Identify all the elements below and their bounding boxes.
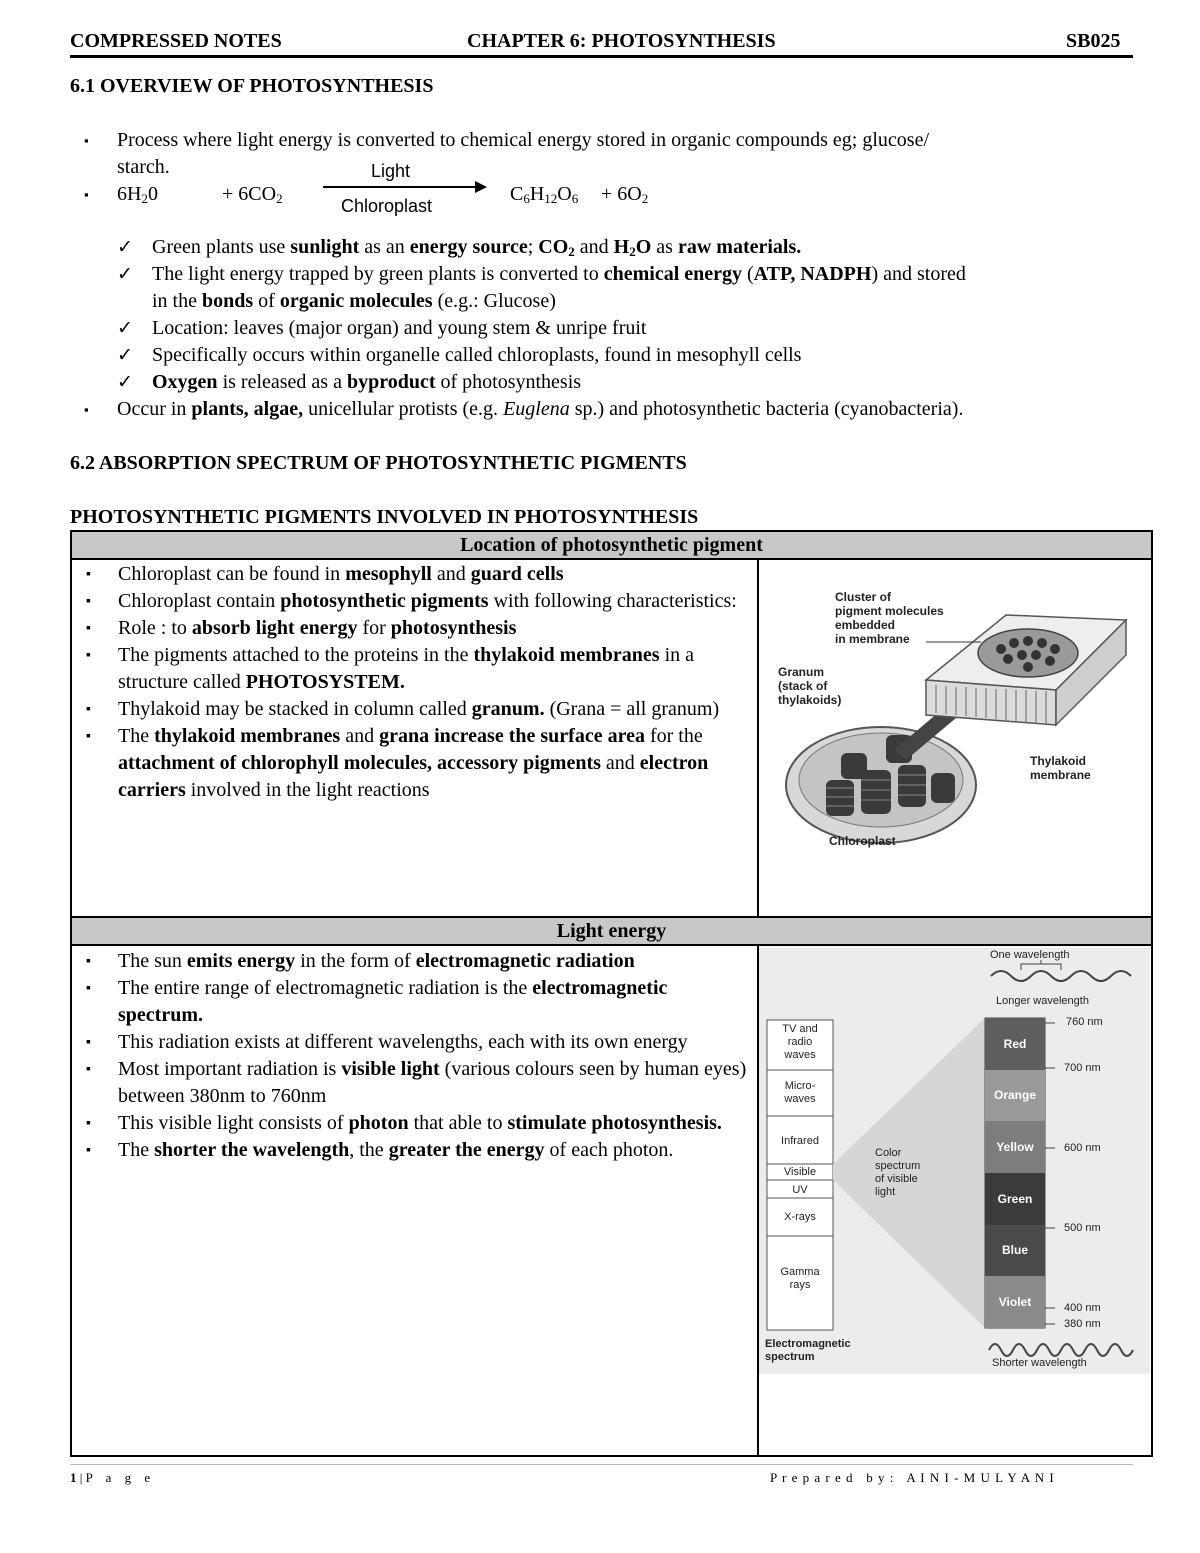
em-band-xrays: X-rays [784, 1211, 816, 1223]
nm-label-760: 760 nm [1066, 1016, 1103, 1028]
bullet-icon: ▪ [84, 187, 89, 202]
footer-page: 1 | P a g e [70, 1470, 156, 1485]
header-left: COMPRESSED NOTES [70, 30, 282, 52]
footer-rule [70, 1464, 1133, 1465]
em-band-infrared: Infrared [781, 1135, 819, 1147]
bullet-icon: ▪ [84, 133, 89, 148]
light-bullet-6: ▪ The shorter the wavelength, the greater the energy of each photon. [72, 1137, 756, 1164]
light-bullet-2: ▪ The entire range of electromagnetic radiation is the electromagnetic spectrum. [72, 975, 756, 1029]
color-band-red: Red [985, 1018, 1045, 1070]
figure-label-granum: Granum (stack of thylakoids) [778, 665, 842, 707]
light-energy-cell [72, 948, 756, 1164]
check-item-3: Location: leaves (major organ) and young stem & unripe fruit [152, 317, 647, 339]
section-2-subtitle: PHOTOSYNTHETIC PIGMENTS INVOLVED IN PHOTOSYNTHESIS [70, 506, 699, 528]
label-one-wavelength: One wavelength [990, 949, 1070, 961]
nm-label-500: 500 nm [1064, 1222, 1101, 1234]
color-band-green: Green [985, 1173, 1045, 1225]
location-bullet-3: ▪ Role : to absorb light energy for photosynthesis [72, 615, 756, 642]
nm-label-600: 600 nm [1064, 1142, 1101, 1154]
color-band-orange: Orange [985, 1070, 1045, 1122]
section-1-title: 6.1 OVERVIEW OF PHOTOSYNTHESIS [70, 75, 434, 97]
label-color-spectrum: Color spectrum of visible light [875, 1147, 921, 1198]
location-bullet-5: ▪ Thylakoid may be stacked in column called granum. (Grana = all granum) [72, 696, 756, 723]
em-band-tv-radio: TV and radio waves [782, 1023, 818, 1061]
equation-reactant-water: $6H_20$ [117, 183, 158, 206]
color-band-blue: Blue [985, 1225, 1045, 1277]
check-item-4: Specifically occurs within organelle called chloroplasts, found in mesophyll cells [152, 344, 802, 366]
overview-bullet-1-line-2: starch. [117, 156, 170, 178]
label-shorter-wavelength: Shorter wavelength [992, 1357, 1087, 1369]
check-icon: ✓ [117, 264, 133, 285]
em-band-gamma: Gamma rays [780, 1266, 820, 1291]
check-icon: ✓ [117, 372, 133, 393]
light-bullet-3: ▪ This radiation exists at different wavelengths, each with its own energy [72, 1029, 756, 1056]
check-item-2-line-2: in the bonds of organic molecules (e.g.: Glucose) [152, 290, 556, 312]
table-column-divider [757, 560, 759, 916]
check-item-5: Oxygen is released as a byproduct of photosynthesis [152, 371, 582, 393]
footer-prepared-by: P r e p a r e d b y : A I N I - M U L Y A N I [770, 1470, 1055, 1485]
location-bullet-2: ▪ Chloroplast contain photosynthetic pigments with following characteristics: [72, 588, 756, 615]
location-bullet-4: ▪ The pigments attached to the proteins in the thylakoid membranes in a structure called PHOTOSYSTEM. [72, 642, 756, 696]
figure-label-chloroplast: Chloroplast [829, 834, 896, 848]
header-center: CHAPTER 6: PHOTOSYNTHESIS [467, 30, 776, 52]
color-band-yellow: Yellow [985, 1121, 1045, 1173]
em-band-uv: UV [792, 1184, 808, 1196]
check-item-2-line-1: The light energy trapped by green plants is converted to chemical energy (ATP, NADPH) and stored [152, 263, 966, 285]
location-bullet-6: ▪ The thylakoid membranes and grana increase the surface area for the attachment of chlorophyll molecules, accessory pigments and electron carriers involved in the light reactions [72, 723, 756, 804]
light-bullet-5: ▪ This visible light consists of photon that able to stimulate photosynthesis. [72, 1110, 756, 1137]
label-em-spectrum: Electromagnetic spectrum [765, 1338, 851, 1363]
color-band-violet: Violet [985, 1276, 1045, 1328]
header-rule [70, 55, 1133, 58]
em-band-microwaves: Micro- waves [784, 1080, 816, 1105]
table-header-location: Location of photosynthetic pigment [72, 532, 1151, 560]
overview-bullet-3: Occur in plants, algae, unicellular protists (e.g. Euglena sp.) and photosynthetic bacteria (cyanobacteria). [117, 398, 964, 420]
equation-arrow-icon [323, 180, 488, 194]
figure-label-cluster: Cluster of pigment molecules embedded in membrane [835, 590, 944, 646]
nm-label-400: 400 nm [1064, 1302, 1101, 1314]
bullet-icon: ▪ [84, 402, 89, 417]
section-2-title: 6.2 ABSORPTION SPECTRUM OF PHOTOSYNTHETIC PIGMENTS [70, 452, 687, 474]
table-header-light-energy: Light energy [72, 918, 1151, 946]
nm-label-700: 700 nm [1064, 1062, 1101, 1074]
header-right: SB025 [1066, 30, 1121, 52]
check-icon: ✓ [117, 318, 133, 339]
equation-product-oxygen: + $6O_2$ [601, 183, 649, 206]
label-longer-wavelength: Longer wavelength [996, 995, 1089, 1007]
equation-reactant-co2: + $6CO_2$ [222, 183, 283, 206]
check-icon: ✓ [117, 237, 133, 258]
light-bullet-4: ▪ Most important radiation is visible light (various colours seen by human eyes) between 380nm to 760nm [72, 1056, 756, 1110]
equation-arrow-condition-light: Light [371, 161, 411, 181]
nm-label-380: 380 nm [1064, 1318, 1101, 1330]
equation-arrow-condition-chloroplast: Chloroplast [341, 196, 433, 216]
location-bullet-1: ▪ Chloroplast can be found in mesophyll and guard cells [72, 561, 756, 588]
overview-bullet-1-line-1: Process where light energy is converted to chemical energy stored in organic compounds eg; glucose/ [117, 129, 930, 151]
check-item-1: Green plants use sunlight as an energy source; $CO_2$ and $H_2O$ as raw materials. [152, 236, 802, 259]
location-cell [72, 561, 756, 804]
chloroplast-figure [766, 575, 1146, 865]
light-bullet-1: ▪ The sun emits energy in the form of electromagnetic radiation [72, 948, 756, 975]
check-icon: ✓ [117, 345, 133, 366]
em-band-visible: Visible [783, 1166, 817, 1178]
figure-label-thylakoid-membrane: Thylakoid membrane [1030, 754, 1091, 782]
equation-product-glucose: $C_6H_{12}O_6$ [510, 183, 579, 206]
color-bands [985, 1018, 1045, 1328]
